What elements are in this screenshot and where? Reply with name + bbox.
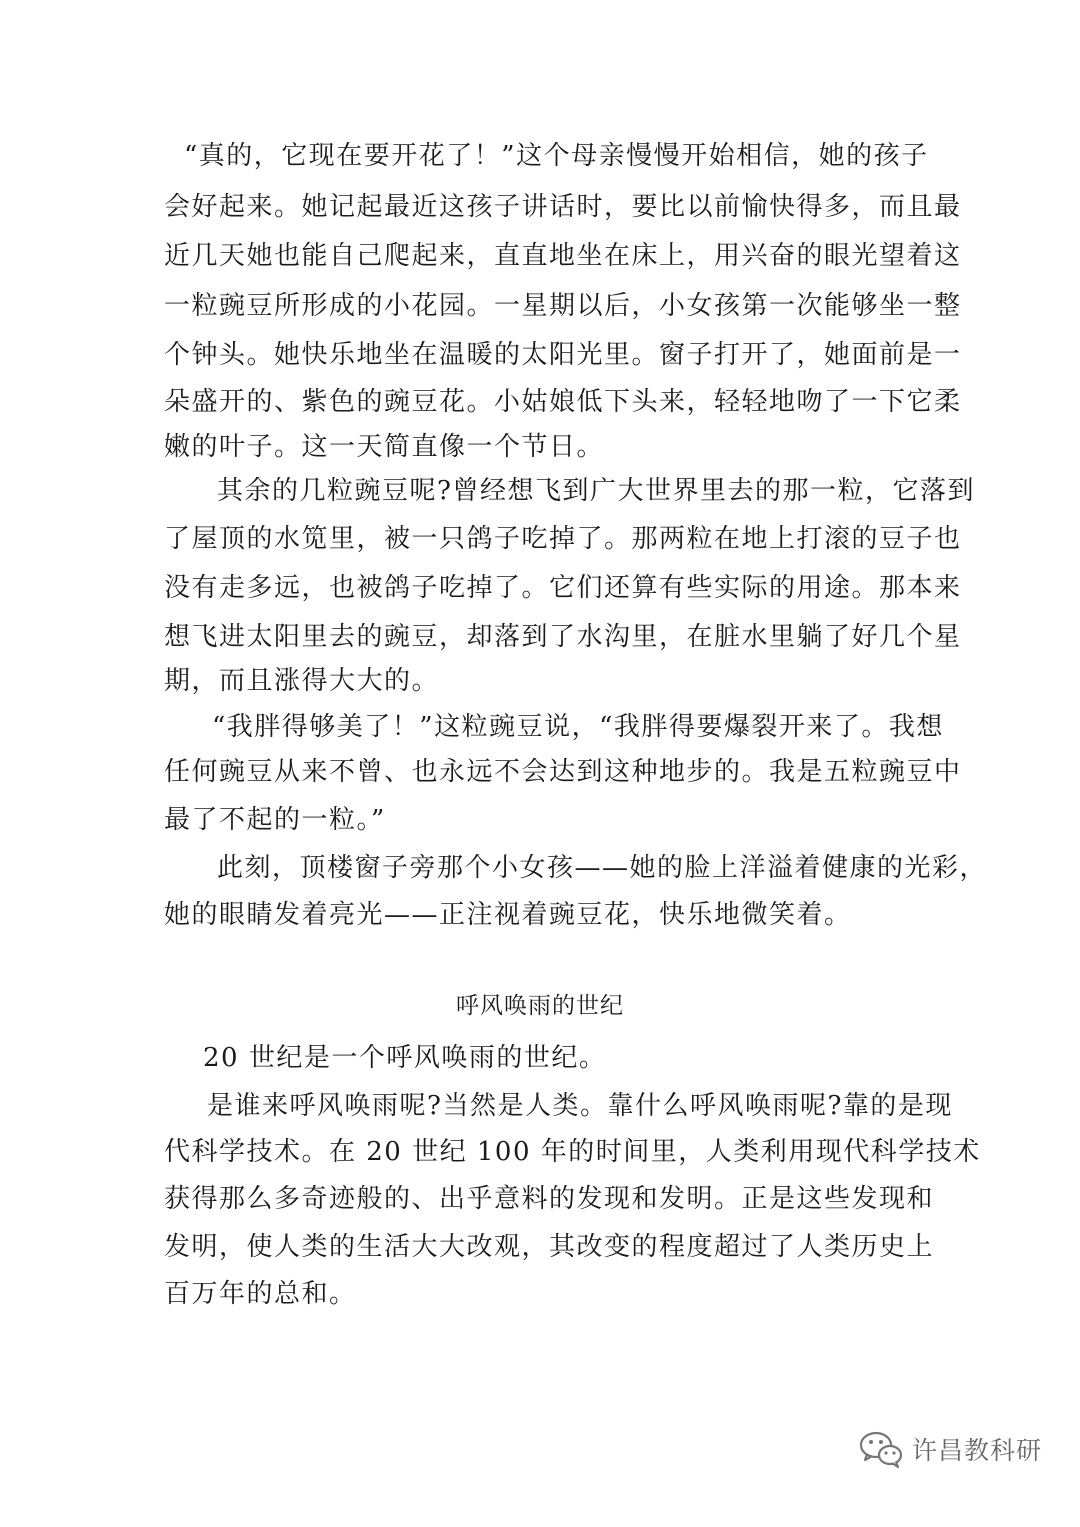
text-line: 20 世纪是一个呼风唤雨的世纪。 [203,1043,607,1073]
text-line: 代科学技术。在 20 世纪 100 年的时间里，人类利用现代科学技术 [164,1137,981,1167]
text-line: 会好起来。她记起最近这孩子讲话时，要比以前愉快得多，而且最 [164,192,962,222]
text-line: 个钟头。她快乐地坐在温暖的太阳光里。窗子打开了，她面前是一 [164,340,962,370]
text-line: 百万年的总和。 [164,1279,357,1309]
text-line: 没有走多远，也被鸽子吃掉了。它们还算有些实际的用途。那本来 [164,573,962,603]
text-line: 朵盛开的、紫色的豌豆花。小姑娘低下头来，轻轻地吻了一下它柔 [164,387,962,417]
text-line: “真的，它现在要开花了！”这个母亲慢慢开始相信，她的孩子 [184,141,929,171]
text-line: 嫩的叶子。这一天简直像一个节日。 [164,432,605,462]
text-line: 是谁来呼风唤雨呢?当然是人类。靠什么呼风唤雨呢?靠的是现 [207,1091,953,1121]
watermark [858,1424,1042,1474]
text-line: 其余的几粒豌豆呢?曾经想飞到广大世界里去的那一粒，它落到 [217,476,975,506]
text-line: 期，而且涨得大大的。 [164,666,440,696]
text-line: 任何豌豆从来不曾、也永远不会达到这种地步的。我是五粒豌豆中 [164,757,962,787]
text-line: 她的眼睛发着亮光——正注视着豌豆花，快乐地微笑着。 [164,900,852,930]
text-line: 近几天她也能自己爬起来，直直地坐在床上，用兴奋的眼光望着这 [164,241,962,271]
text-line: 此刻，顶楼窗子旁那个小女孩——她的脸上洋溢着健康的光彩， [217,853,988,883]
watermark-text: 许昌教科研 [912,1436,1043,1465]
text-line: 想飞进太阳里去的豌豆，却落到了水沟里，在脏水里躺了好几个星 [164,622,962,652]
article-title: 呼风唤雨的世纪 [456,993,624,1019]
text-line: 一粒豌豆所形成的小花园。一星期以后，小女孩第一次能够坐一整 [164,291,962,321]
text-line: 了屋顶的水笕里，被一只鸽子吃掉了。那两粒在地上打滚的豆子也 [164,524,962,554]
text-line: 发明，使人类的生活大大改观，其改变的程度超过了人类历史上 [164,1232,935,1262]
text-line: 最了不起的一粒。” [164,805,386,835]
text-line: “我胖得够美了！”这粒豌豆说，“我胖得要爆裂开来了。我想 [212,712,944,742]
wechat-icon [858,1429,904,1469]
text-line: 获得那么多奇迹般的、出乎意料的发现和发明。正是这些发现和 [164,1184,935,1214]
